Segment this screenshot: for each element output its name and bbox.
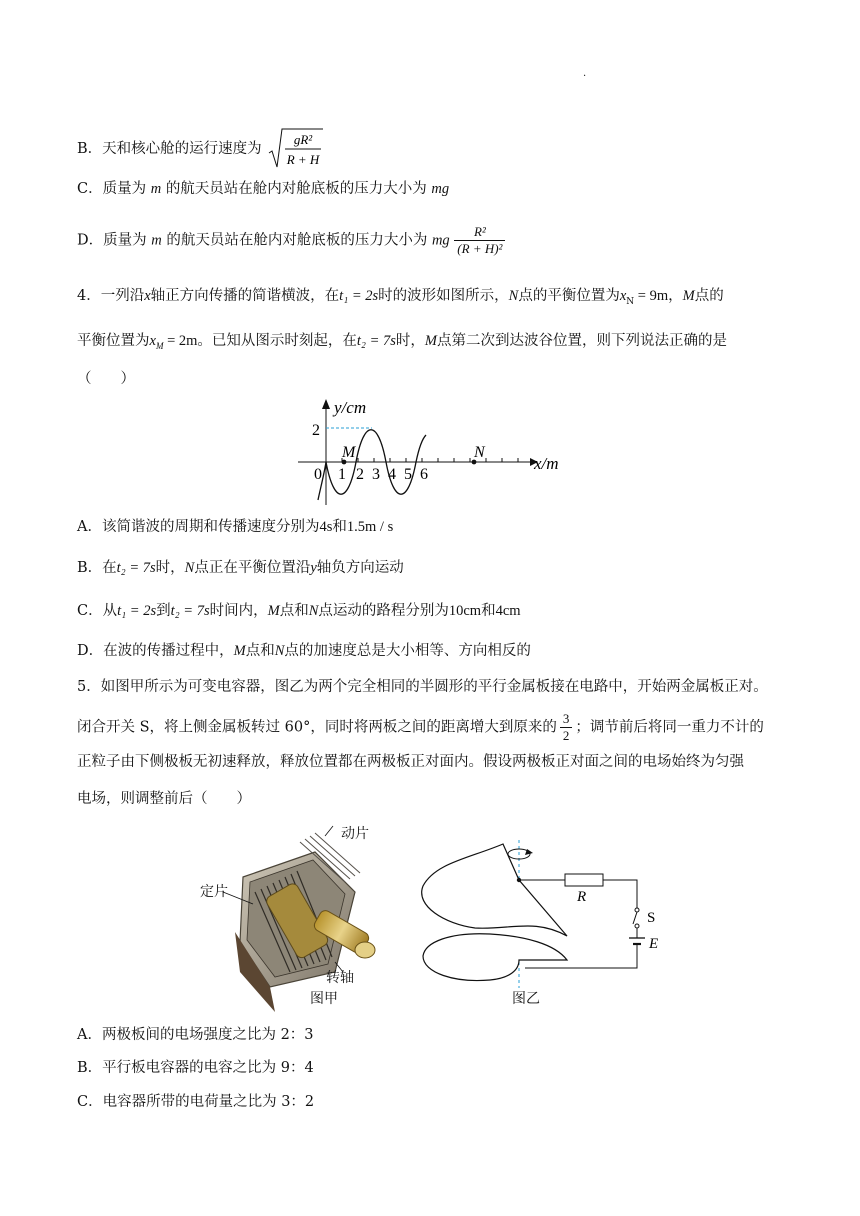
q5-stem-line3: 正粒子由下侧极板无初速释放，释放位置都在两极板正对面内。假设两极板正对面之间的电场始终为匀强: [77, 754, 744, 770]
q3-option-d: D．质量为 m 的航天员站在舱内对舱底板的压力大小为 mg $\frac{\text{R²}}{\text{(R + H)²}}$: [77, 224, 505, 257]
label-moving-plate: 动片: [341, 826, 369, 842]
q3-option-c: C．质量为 m 的航天员站在舱内对舱底板的压力大小为 mg: [77, 181, 450, 197]
q4-stem-line1: 4．一列沿x轴正方向传播的简谐横波，在t₁ = 2s时的波形如图所示，N点的平衡位置为$x_N = 9m$，M点的: [77, 288, 724, 307]
q3-b-text: B．天和核心舱的运行速度为: [77, 141, 262, 157]
capacitor-photo: [195, 822, 395, 1012]
q5-option-a: A．两极板间的电场强度之比为 2：3: [77, 1027, 314, 1043]
svg-text:1: 1: [338, 466, 346, 483]
header-dot: .: [583, 68, 587, 79]
q5-option-c: C．电容器所带的电荷量之比为 3：2: [77, 1094, 315, 1110]
circuit-diagram: [415, 838, 675, 1003]
battery-label: E: [649, 936, 659, 952]
q3-option-b: [77, 127, 324, 171]
label-m: M: [342, 444, 356, 461]
figure-a-caption: 图甲: [310, 991, 338, 1007]
resistor-label: R: [577, 889, 587, 905]
q4-stem-line2: 平衡位置为$x_M = 2m$。已知从图示时刻起，在t₂ = 7s时，M点第二次到达波谷位置，则下列说法正确的是: [77, 333, 727, 351]
svg-text:5: 5: [404, 466, 412, 483]
sqrt-denominator: R + H: [286, 152, 320, 167]
svg-text:6: 6: [420, 466, 428, 483]
q5-option-b: B．平行板电容器的电容之比为 9：4: [77, 1060, 314, 1076]
q4-option-b: B．在t₂ = 7s时，N点正在平衡位置沿y轴负方向运动: [77, 560, 404, 576]
origin-label: 0: [314, 466, 322, 483]
y-axis-arrow: [322, 399, 330, 409]
x-ticks: [342, 458, 518, 462]
label-n: N: [474, 444, 485, 461]
switch-label: S: [647, 910, 656, 926]
svg-text:4: 4: [388, 466, 396, 483]
q4-option-c: C．从t₁ = 2s到t₂ = 7s时间内，M点和N点运动的路程分别为10cm和4cm: [77, 603, 521, 619]
sqrt-numerator: gR²: [294, 132, 313, 147]
q5-stem-line1: 5．如图甲所示为可变电容器，图乙为两个完全相同的半圆形的平行金属板接在电路中，开始两金属板正对。: [77, 679, 768, 695]
q5-stem-line2: 闭合开关 S，将上侧金属板转过 60°，同时将两板之间的距离增大到原来的 $\frac{3}{2}$ ；调节前后将同一重力不计的: [77, 711, 764, 743]
y-tick-2: 2: [312, 422, 320, 439]
svg-text:3: 3: [372, 466, 380, 483]
q4-option-a: A．该简谐波的周期和传播速度分别为4s和1.5m / s: [77, 519, 394, 535]
q4-option-d: D．在波的传播过程中，M点和N点的加速度总是大小相等、方向相反的: [77, 643, 531, 659]
q4-answer-paren: （ ）: [77, 371, 135, 387]
q3-d-fraction: $\frac{\text{R²}}{\text{(R + H)²}}$: [454, 224, 505, 257]
label-fixed-plate: 定片: [200, 884, 228, 900]
q5-fraction: $\frac{3}{2}$: [560, 711, 573, 744]
sqrt-expression: [268, 127, 324, 171]
label-shaft: 转轴: [326, 970, 354, 986]
wave-graph: [290, 395, 570, 510]
x-axis-label: x/m: [534, 454, 559, 473]
y-axis-label: y/cm: [334, 398, 367, 417]
figure-b-caption: 图乙: [512, 991, 540, 1007]
svg-text:2: 2: [356, 466, 364, 483]
q5-stem-line4: 电场，则调整前后（ ）: [77, 791, 251, 807]
